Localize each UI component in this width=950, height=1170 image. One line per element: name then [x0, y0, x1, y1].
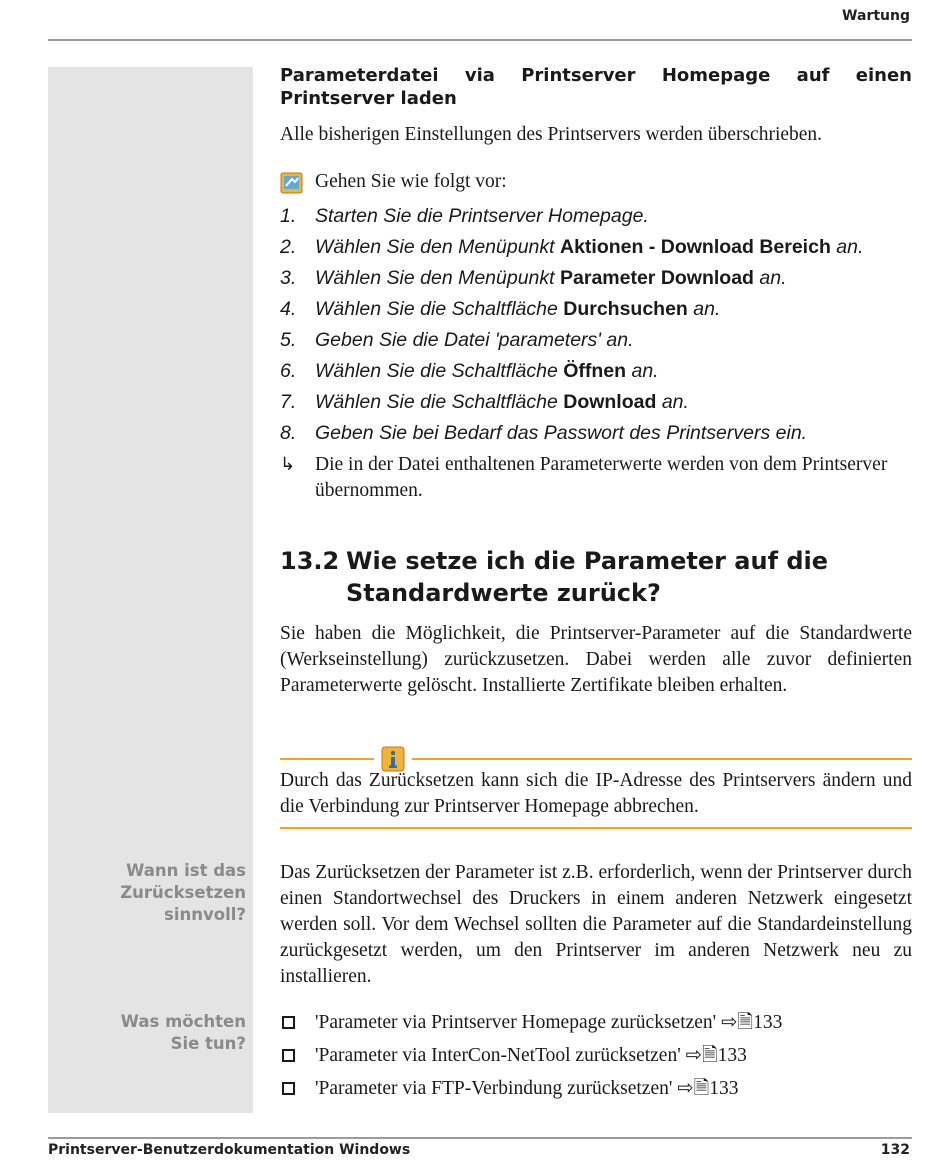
- procedure-label: Gehen Sie wie folgt vor:: [315, 171, 507, 192]
- step-list: [280, 203, 912, 451]
- step-item: 2. Wählen Sie den Menüpunkt Aktionen - Download Bereich an.: [280, 236, 864, 258]
- checkbox-icon: [282, 1082, 295, 1095]
- section-number: 13.2: [280, 547, 340, 575]
- intro-text: Alle bisherigen Einstellungen des Printservers werden überschrieben.: [280, 124, 823, 145]
- option-list: [280, 1010, 912, 1109]
- footer-doc-title: Printserver-Benutzerdokumentation Windows: [48, 1142, 411, 1158]
- subsection-heading: Parameterdatei via Printserver Homepage auf einen Printserver laden: [280, 65, 912, 109]
- step-item: 6. Wählen Sie die Schaltfläche Öffnen an.: [280, 360, 659, 382]
- page-number: 132: [880, 1142, 910, 1158]
- step-item: 5. Geben Sie die Datei 'parameters' an.: [280, 329, 634, 351]
- procedure-icon: [280, 171, 304, 195]
- result-arrow-icon: ↳: [280, 454, 296, 475]
- result-block: [280, 452, 912, 504]
- step-item: 4. Wählen Sie die Schaltfläche Durchsuchen an.: [280, 298, 721, 320]
- note-rule-top-left: [280, 758, 374, 760]
- step-item: 3. Wählen Sie den Menüpunkt Parameter Download an.: [280, 267, 787, 289]
- result-text: Die in der Datei enthaltenen Parameterwerte werden von dem Printserver übernommen.: [315, 454, 888, 501]
- note-rule-top-right: [412, 758, 912, 760]
- page-ref-link[interactable]: ⇨🗎133: [685, 1045, 747, 1066]
- page-ref-link[interactable]: ⇨🗎133: [721, 1012, 783, 1033]
- margin-label-todo: Was möchten Sie tun?: [120, 1012, 246, 1053]
- option-item[interactable]: 'Parameter via Printserver Homepage zurücksetzen' ⇨🗎133: [280, 1010, 912, 1043]
- checkbox-icon: [282, 1016, 295, 1029]
- section-heading: [280, 545, 912, 611]
- step-item: 8. Geben Sie bei Bedarf das Passwort des Printservers ein.: [280, 422, 808, 444]
- option-item[interactable]: 'Parameter via FTP-Verbindung zurücksetzen' ⇨🗎133: [280, 1076, 912, 1109]
- note-text: Durch das Zurücksetzen kann sich die IP-Adresse des Printservers ändern und die Verbindung zur Printserver Homepage abbrechen.: [280, 770, 912, 817]
- section-title: Wie setze ich die Parameter auf die Standardwerte zurück?: [346, 547, 829, 607]
- margin-column: [48, 67, 253, 1113]
- footer-rule: [48, 1137, 912, 1139]
- procedure-intro: [280, 169, 912, 199]
- note-rule-bottom: [280, 827, 912, 829]
- when-text: Das Zurücksetzen der Parameter ist z.B. erforderlich, wenn der Printserver durch einen Standortwechsel des Druckers in einem anderen Netzwerk eingesetzt werden soll. Vor dem Wechsel sollten die Parameter auf die Standardeinstellung zurückgesetzt werden, um den Printserver im anderen Netzwerk neu zu installieren.: [280, 862, 912, 987]
- step-item: 7. Wählen Sie die Schaltfläche Download an.: [280, 391, 689, 413]
- section-body: Sie haben die Möglichkeit, die Printserver-Parameter auf die Standardwerte (Werkseinstellung) zurückzusetzen. Dabei werden alle zuvor definierten Parameterwerte gelöscht. Installierte Zertifikate bleiben erhalten.: [280, 623, 912, 696]
- header-rule: [48, 39, 912, 41]
- page-ref-link[interactable]: ⇨🗎133: [677, 1078, 739, 1099]
- running-header: Wartung: [842, 8, 910, 24]
- option-item[interactable]: 'Parameter via InterCon-NetTool zurücksetzen' ⇨🗎133: [280, 1043, 912, 1076]
- margin-label-when: Wann ist das Zurücksetzen sinnvoll?: [120, 861, 246, 924]
- checkbox-icon: [282, 1049, 295, 1062]
- step-item: 1. Starten Sie die Printserver Homepage.: [280, 205, 649, 227]
